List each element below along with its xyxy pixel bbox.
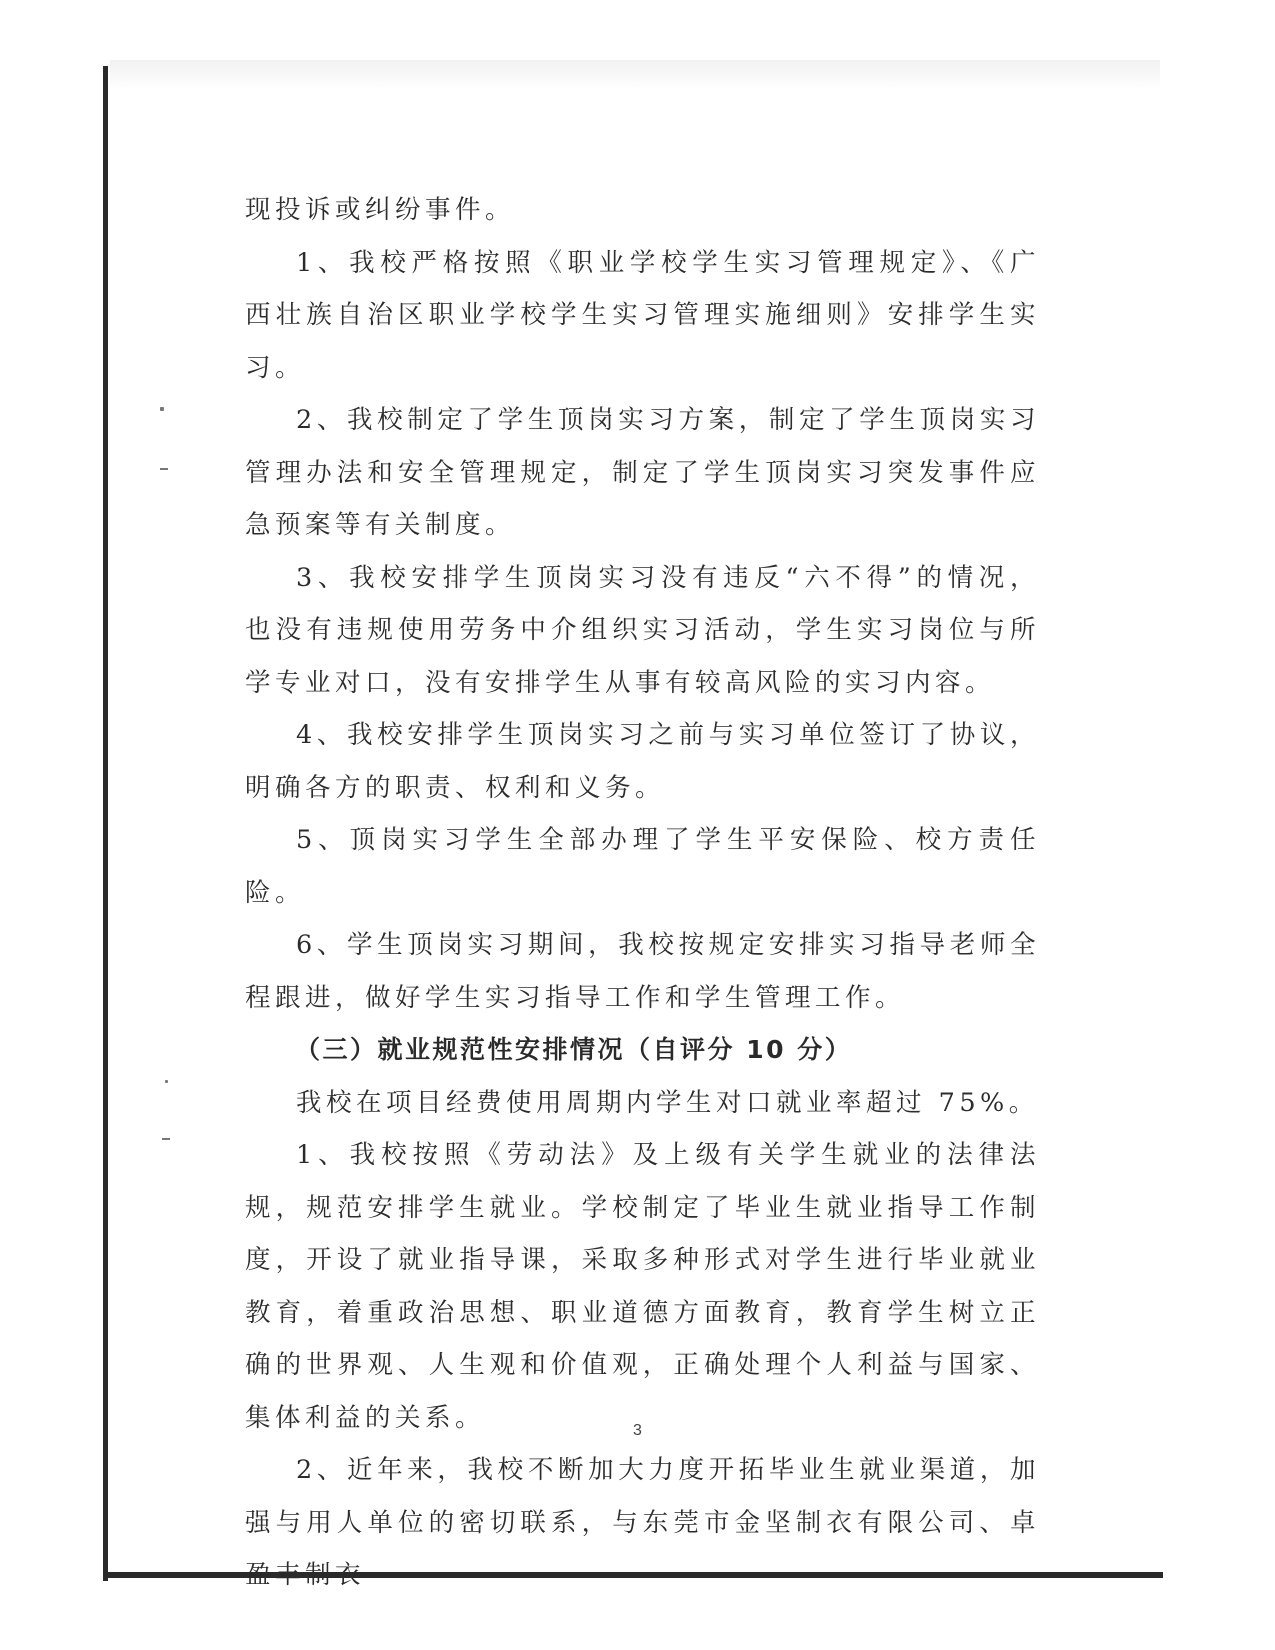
paragraph-1: 1、我校严格按照《职业学校学生实习管理规定》、《广西壮族自治区职业学校学生实习管理实施细则》安排学生实习。 [245, 247, 1040, 383]
scan-speck [162, 1138, 170, 1140]
paragraph-3: 3、我校安排学生顶岗实习没有违反“六不得”的情况，也没有违规使用劳务中介组织实习活动，学生实习岗位与所学专业对口，没有安排学生从事有较高风险的实习内容。 [245, 562, 1040, 698]
scan-speck [160, 468, 168, 470]
section-intro: 我校在项目经费使用周期内学生对口就业率超过 75%。 [296, 1087, 1039, 1118]
paragraph-5: 5、顶岗实习学生全部办理了学生平安保险、校方责任险。 [245, 825, 1040, 908]
paragraph-6: 6、学生顶岗实习期间，我校按规定安排实习指导老师全程跟进，做好学生实习指导工作和学生管理工作。 [245, 930, 1040, 1013]
section-paragraph-2: 2、近年来，我校不断加大力度开拓毕业生就业渠道，加强与用人单位的密切联系，与东莞市金坚制衣有限公司、卓盈丰制衣 [245, 1455, 1040, 1590]
page-number: 3 [633, 1422, 642, 1439]
scan-left-edge [103, 66, 108, 1581]
scan-speck [160, 407, 164, 411]
continued-line: 现投诉或纠纷事件。 [245, 195, 516, 225]
paragraph-2: 2、我校制定了学生顶岗实习方案，制定了学生顶岗实习管理办法和安全管理规定，制定了学生顶岗实习突发事件应急预案等有关制度。 [245, 405, 1040, 540]
scan-top-shadow [110, 60, 1160, 90]
section-paragraph-1: 1、我校按照《劳动法》及上级有关学生就业的法律法规，规范安排学生就业。学校制定了毕业生就业指导工作制度，开设了就业指导课，采取多种形式对学生进行毕业就业教育，着重政治思想、职业道德方面教育，教育学生树立正确的世界观、人生观和价值观，正确处理个人利益与国家、集体利益的关系。 [245, 1140, 1040, 1433]
document-body [245, 184, 1040, 1602]
paragraph-4: 4、我校安排学生顶岗实习之前与实习单位签订了协议，明确各方的职责、权利和义务。 [245, 720, 1040, 803]
section-heading: （三）就业规范性安排情况（自评分 10 分） [295, 1035, 853, 1064]
scan-speck [165, 1080, 168, 1083]
